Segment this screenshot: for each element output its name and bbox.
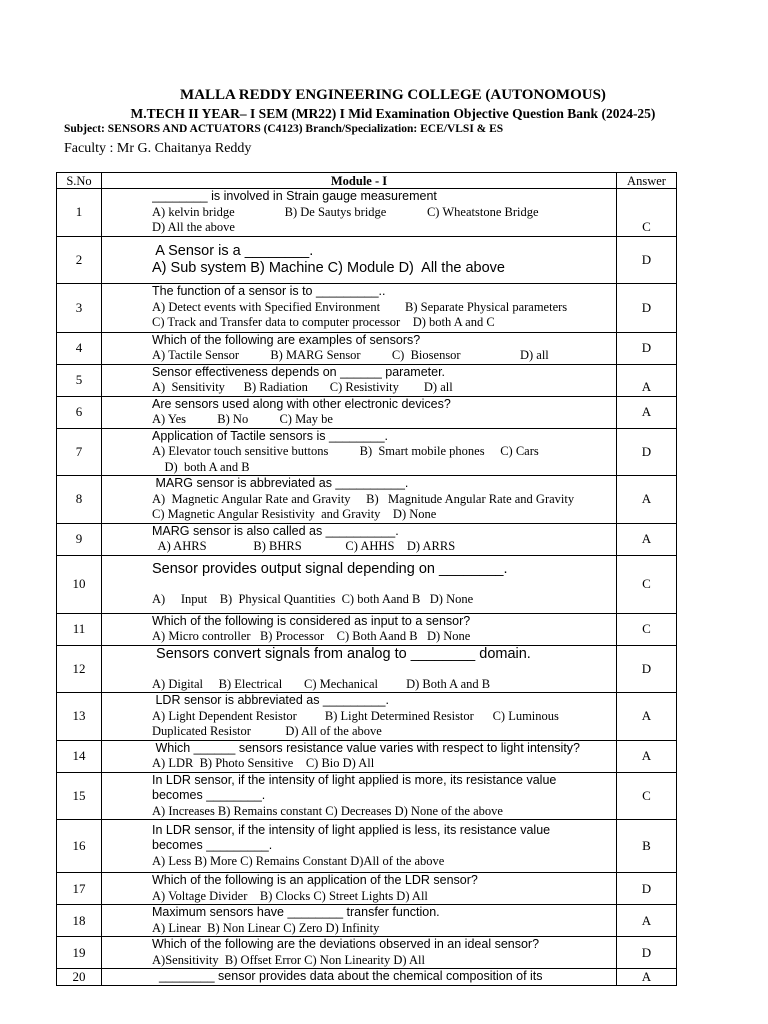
question-cell: [102, 937, 617, 969]
answer-cell: A: [617, 905, 677, 937]
answer-cell: A: [617, 396, 677, 428]
answer-cell: A: [617, 969, 677, 986]
question-number: 13: [57, 693, 102, 741]
answer-cell: D: [617, 428, 677, 476]
question-cell: [102, 820, 617, 873]
answer-cell: C: [617, 555, 677, 613]
question-number: 3: [57, 283, 102, 332]
question-bank-table: [56, 172, 677, 986]
question-number: 15: [57, 772, 102, 820]
college-title: MALLA REDDY ENGINEERING COLLEGE (AUTONOMOUS): [180, 87, 606, 103]
question-options: A) Micro controller B) Processor C) Both Aand B D) None: [152, 629, 471, 643]
question-cell: [102, 364, 617, 396]
table-row: [57, 969, 677, 986]
question-number: 6: [57, 396, 102, 428]
question-cell: [102, 523, 617, 555]
question-options: A) Light Dependent Resistor B) Light Determined Resistor C) Luminous: [152, 708, 559, 723]
question-number: 1: [57, 189, 102, 237]
subject-line: Subject: SENSORS AND ACTUATORS (C4123) Branch/Specialization: ECE/VLSI & ES: [64, 123, 504, 135]
table-row: [57, 396, 677, 428]
question-number: 11: [57, 613, 102, 645]
question-options: A) Input B) Physical Quantities C) both Aand B D) None: [152, 591, 474, 606]
question-text: A Sensor is a ________.: [152, 242, 314, 259]
table-row: [57, 189, 677, 237]
table-row: [57, 873, 677, 905]
table-row: [57, 693, 677, 741]
answer-cell: D: [617, 645, 677, 693]
question-options: A) LDR B) Photo Sensitive C) Bio D) All: [152, 756, 375, 770]
question-number: 18: [57, 905, 102, 937]
question-cell: [102, 905, 617, 937]
question-text: Which of the following are examples of sensors?: [152, 332, 421, 347]
question-cell: [102, 189, 617, 237]
question-number: 17: [57, 873, 102, 905]
table-row: [57, 236, 677, 283]
question-text: Maximum sensors have ________ transfer function.: [152, 905, 440, 919]
question-text: The function of a sensor is to _________..: [152, 284, 386, 299]
question-text: Which of the following is an application of the LDR sensor?: [152, 873, 478, 887]
question-options: A) Digital B) Electrical C) Mechanical D) Both A and B: [152, 676, 491, 691]
col-answer-header: Answer: [617, 173, 677, 189]
question-cell: [102, 476, 617, 524]
question-text: Which of the following are the deviations observed in an ideal sensor?: [152, 937, 540, 951]
question-cell: [102, 693, 617, 741]
question-rows: [57, 189, 677, 986]
question-text: Application of Tactile sensors is ________.: [152, 428, 389, 443]
question-text: MARG sensor is abbreviated as __________.: [152, 476, 409, 490]
question-options: A) Voltage Divider B) Clocks C) Street Lights D) All: [152, 888, 428, 903]
table-row: [57, 937, 677, 969]
question-options: A) Magnetic Angular Rate and Gravity B) Magnitude Angular Rate and Gravity: [152, 491, 575, 506]
question-text: In LDR sensor, if the intensity of light applied is less, its resistance value: [152, 822, 551, 837]
question-options: A) Yes B) No C) May be: [152, 412, 333, 426]
table-row: [57, 364, 677, 396]
answer-cell: C: [617, 189, 677, 237]
table-row: [57, 332, 677, 364]
question-options: A) Linear B) Non Linear C) Zero D) Infinity: [152, 920, 380, 935]
answer-cell: D: [617, 332, 677, 364]
question-number: 12: [57, 645, 102, 693]
answer-cell: D: [617, 283, 677, 332]
table-row: [57, 772, 677, 820]
faculty-line: Faculty : Mr G. Chaitanya Reddy: [64, 141, 252, 156]
question-options: A)Sensitivity B) Offset Error C) Non Linearity D) All: [152, 952, 425, 967]
question-text: Sensor provides output signal depending on ________.: [152, 560, 508, 577]
question-options: A) Tactile Sensor B) MARG Sensor C) Biosensor D) all: [152, 348, 549, 362]
question-text: Sensors convert signals from analog to ________ domain.: [152, 645, 531, 662]
question-options: becomes _________.: [152, 838, 273, 853]
question-cell: [102, 772, 617, 820]
question-text: In LDR sensor, if the intensity of light applied is more, its resistance value: [152, 772, 557, 787]
question-number: 7: [57, 428, 102, 476]
question-options: A) Less B) More C) Remains Constant D)All of the above: [152, 853, 445, 868]
question-cell: [102, 645, 617, 693]
answer-cell: A: [617, 476, 677, 524]
question-options: Duplicated Resistor D) All of the above: [152, 724, 382, 738]
question-cell: [102, 740, 617, 772]
answer-cell: A: [617, 523, 677, 555]
question-cell: [102, 236, 617, 283]
answer-cell: D: [617, 236, 677, 283]
table-header-row: [57, 173, 677, 189]
table-row: [57, 555, 677, 613]
question-options: A) Detect events with Specified Environment B) Separate Physical parameters: [152, 299, 568, 314]
table-row: [57, 523, 677, 555]
answer-cell: C: [617, 613, 677, 645]
question-options: A) kelvin bridge B) De Sautys bridge C) Wheatstone Bridge: [152, 204, 539, 219]
table-row: [57, 476, 677, 524]
question-cell: [102, 396, 617, 428]
question-number: 14: [57, 740, 102, 772]
answer-cell: D: [617, 937, 677, 969]
question-cell: [102, 555, 617, 613]
question-number: 4: [57, 332, 102, 364]
table-row: [57, 820, 677, 873]
col-module-header: Module - I: [102, 173, 617, 189]
question-options: C) Magnetic Angular Resistivity and Gravity D) None: [152, 507, 437, 521]
question-number: 10: [57, 555, 102, 613]
question-cell: [102, 428, 617, 476]
question-number: 8: [57, 476, 102, 524]
question-text: LDR sensor is abbreviated as _________.: [152, 693, 389, 707]
question-options: [152, 578, 616, 592]
question-number: 9: [57, 523, 102, 555]
table-row: [57, 740, 677, 772]
question-options: becomes ________.: [152, 788, 266, 802]
question-number: 5: [57, 364, 102, 396]
table-row: [57, 613, 677, 645]
question-options: A) Sub system B) Machine C) Module D) All the above: [152, 259, 505, 276]
question-options: C) Track and Transfer data to computer processor D) both A and C: [152, 315, 495, 330]
table-row: [57, 428, 677, 476]
question-text: Sensor effectiveness depends on ______ parameter.: [152, 364, 446, 379]
question-text: Which of the following is considered as input to a sensor?: [152, 613, 471, 628]
answer-cell: C: [617, 772, 677, 820]
question-text: ________ sensor provides data about the chemical composition of its: [152, 969, 543, 984]
question-options: A) Sensitivity B) Radiation C) Resistivity D) all: [152, 380, 453, 394]
question-cell: [102, 873, 617, 905]
question-cell: [102, 969, 617, 986]
question-number: 16: [57, 820, 102, 873]
question-number: 2: [57, 236, 102, 283]
question-options: D) All the above: [152, 220, 235, 234]
question-text: MARG sensor is also called as __________.: [152, 523, 399, 538]
answer-cell: A: [617, 740, 677, 772]
exam-title: M.TECH II YEAR– I SEM (MR22) I Mid Examination Objective Question Bank (2024-25): [130, 106, 656, 121]
answer-cell: A: [617, 364, 677, 396]
question-options: D) both A and B: [152, 459, 250, 474]
question-text: ________ is involved in Strain gauge measurement: [152, 189, 437, 203]
question-number: 20: [57, 969, 102, 986]
question-cell: [102, 332, 617, 364]
answer-cell: B: [617, 820, 677, 873]
answer-cell: D: [617, 873, 677, 905]
question-number: 19: [57, 937, 102, 969]
question-options: A) Increases B) Remains constant C) Decreases D) None of the above: [152, 803, 503, 818]
table-row: [57, 645, 677, 693]
question-cell: [102, 613, 617, 645]
question-text: Which ______ sensors resistance value varies with respect to light intensity?: [152, 740, 580, 755]
answer-cell: A: [617, 693, 677, 741]
question-options: A) AHRS B) BHRS C) AHHS D) ARRS: [152, 539, 456, 553]
question-options: A) Elevator touch sensitive buttons B) Smart mobile phones C) Cars: [152, 444, 539, 458]
table-row: [57, 283, 677, 332]
question-cell: [102, 283, 617, 332]
col-sno-header: S.No: [57, 173, 102, 189]
question-text: Are sensors used along with other electronic devices?: [152, 396, 451, 411]
question-options: [152, 663, 616, 677]
table-row: [57, 905, 677, 937]
